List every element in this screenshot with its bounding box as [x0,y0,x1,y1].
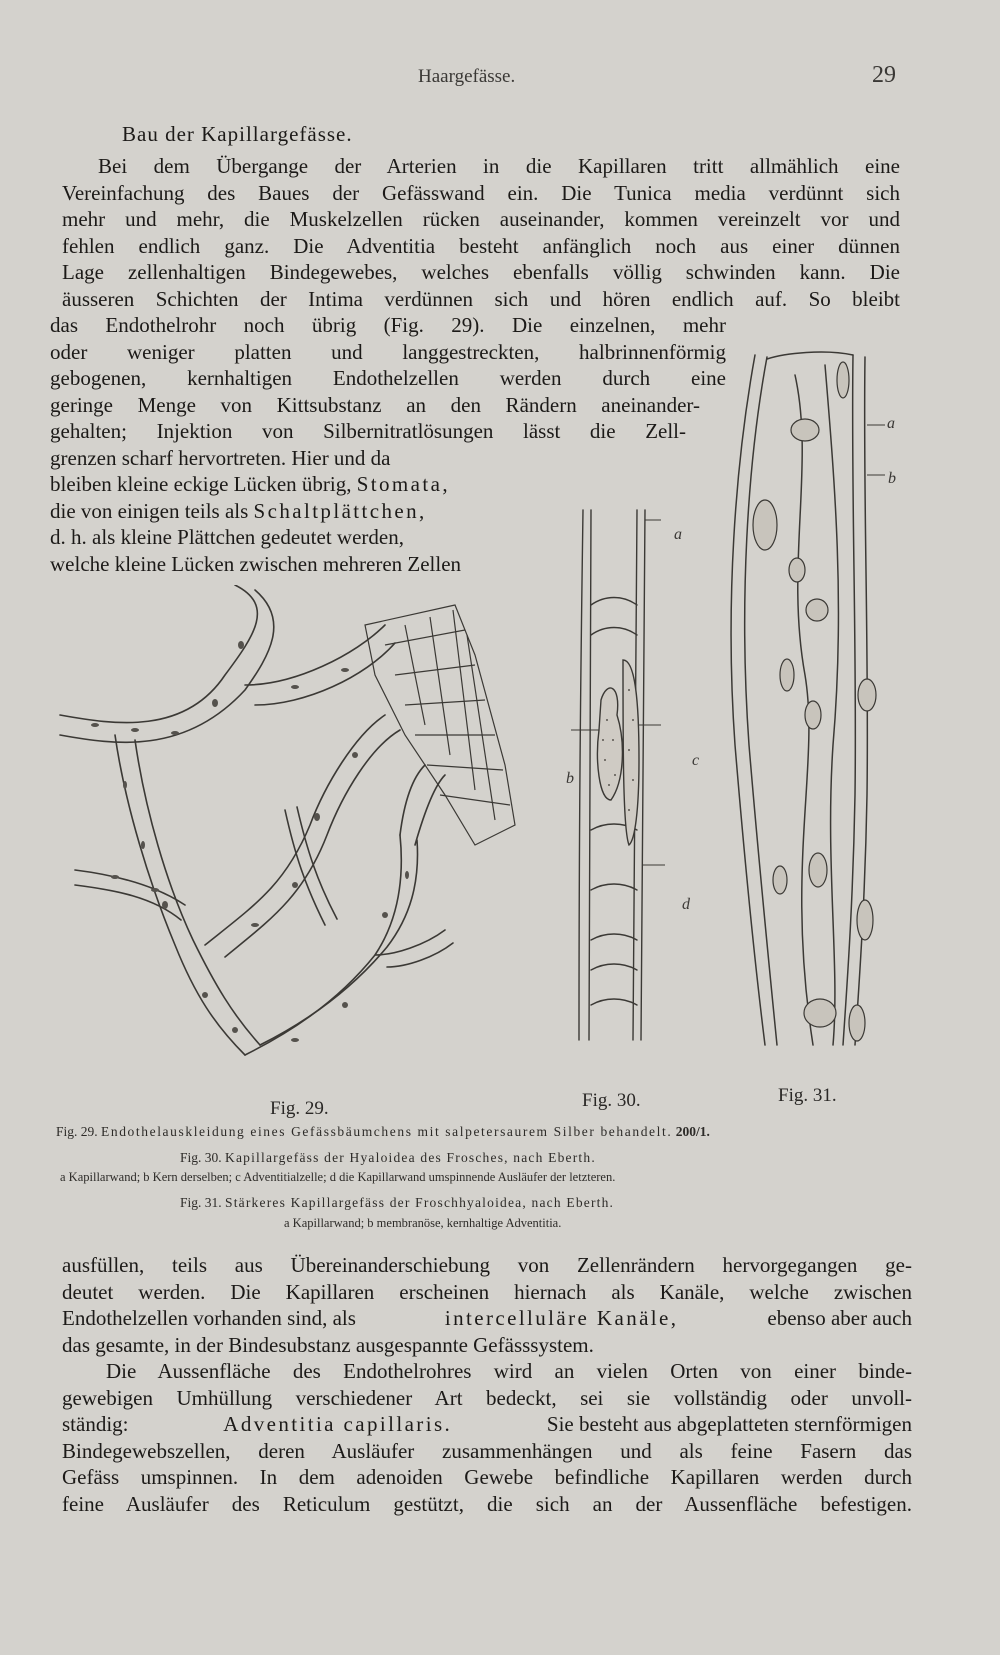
text-line: Bindegewebszellen, deren Ausläufer zusammenhängen und als feine Fasern das [62,1438,912,1463]
caption-fig30 [180,1150,596,1166]
text-line: gehalten; Injektion von Silbernitratlösungen lässt die Zell- [50,419,686,443]
caption-fig29-text: Endothelauskleidung eines Gefässbäumchens mit salpetersaurem Silber behandelt. [101,1124,673,1139]
caption-fig30-legend: a Kapillarwand; b Kern derselben; c Adventitialzelle; d die Kapillarwand umspinnende Ausläufer der letzteren. [60,1170,616,1184]
section-title: Bau der Kapillargefässe. [122,122,353,146]
fig30-letter-c: c [692,752,700,769]
text-line: Die Aussenfläche des Endothelrohres wird an vielen Orten von einer binde- [106,1359,912,1383]
caption-fig31-text: Stärkeres Kapillargefäss der Froschhyaloidea, nach Eberth. [225,1195,615,1210]
text-line: geringe Menge von Kittsubstanz an den Rändern aneinander- [50,392,700,417]
text-line: Vereinfachung des Baues der Gefässwand ein. Die Tunica media verdünnt sich [62,180,900,205]
text-line: Bei dem Übergange der Arterien in die Kapillaren tritt allmählich eine [98,154,900,178]
text-line: mehr und mehr, die Muskelzellen rücken auseinander, kommen vereinzelt vor und [62,207,900,231]
text-line: fehlen endlich ganz. Die Adventitia besteht anfänglich noch aus einer dünnen [62,233,900,258]
paragraph-2 [62,1252,912,1358]
text-line: das Endothelrohr noch übrig (Fig. 29). Die einzelnen, mehr [50,313,726,337]
text-run: d. h. [50,525,87,549]
page-number: 29 [872,62,896,88]
paragraph-3 [62,1358,912,1517]
caption-fig29-magnification: 200/1. [675,1124,710,1139]
fig30-letter-a: a [674,526,682,543]
term-intercellulaere-kanaele: intercelluläre Kanäle, [444,1306,679,1330]
text-line: feine Ausläufer des Reticulum gestützt, die sich an der Aussenfläche befestigen. [62,1491,912,1516]
text-line: ausfüllen, teils aus Übereinanderschiebung von Zellenrändern hervorgegangen ge- [62,1253,912,1277]
text-run: die von einigen teils als [50,498,249,523]
term-adventitia-capillaris: Adventitia capillaris. [223,1412,453,1436]
caption-fig31 [180,1195,614,1211]
fig30-illustration [565,500,675,1045]
text-line: oder weniger platten und langgestreckten, halbrinnenförmig [50,339,726,364]
fig31-letter-b: b [888,470,896,487]
text-line: gewebigen Umhüllung verschiedener Art bedeckt, sei sie vollständig oder unvoll- [62,1385,912,1410]
text-run: als kleine Plättchen gedeutet werden, [92,525,404,549]
fig30-label: Fig. 30. [582,1090,641,1111]
text-line [62,1411,912,1438]
text-line: Gefäss umspinnen. In dem adenoiden Gewebe befindliche Kapillaren werden durch [62,1465,912,1489]
text-run: Sie besteht aus abgeplatteten sternförmigen [546,1412,912,1436]
caption-fig31-legend: a Kapillarwand; b membranöse, kernhaltige Adventitia. [284,1216,562,1230]
text-line: gebogenen, kernhaltigen Endothelzellen werden durch eine [50,366,726,390]
caption-fig30-text: Kapillargefäss der Hyaloidea des Frosches, nach Eberth. [225,1150,596,1165]
text-run: Endothelzellen vorhanden sind, als [62,1306,356,1330]
term-schaltplaettchen: Schaltplättchen, [253,498,427,523]
caption-fig30-number: Fig. 30. [180,1150,222,1165]
fig31-letter-a: a [887,415,895,432]
text-run: bleiben kleine eckige Lücken übrig, [50,472,352,496]
fig29-label: Fig. 29. [270,1098,329,1119]
text-line: grenzen scharf hervortreten. Hier und da [50,445,391,470]
text-line: das gesamte, in der Bindesubstanz ausgespannte Gefässsystem. [62,1332,594,1357]
text-line [62,1305,912,1332]
text-line: äusseren Schichten der Intima verdünnen sich und hören endlich auf. So bleibt [62,286,900,311]
fig31-illustration [725,345,885,1055]
caption-fig31-number: Fig. 31. [180,1195,222,1210]
text-line: welche kleine Lücken zwischen mehreren Zellen [50,551,462,576]
text-line: deutet werden. Die Kapillaren erscheinen hiernach als Kanäle, welche zwischen [62,1279,912,1304]
fig31-label: Fig. 31. [778,1085,837,1106]
caption-fig29-number: Fig. 29. [56,1124,98,1139]
running-title: Haargefässe. [418,66,516,87]
text-run: ständig: [62,1412,129,1436]
text-line: Lage zellenhaltigen Bindegewebes, welches ebenfalls völlig schwinden kann. Die [62,260,900,284]
caption-fig29 [56,1124,710,1140]
term-stomata: Stomata, [356,472,450,496]
text-run: ebenso aber auch [767,1306,912,1330]
fig30-letter-d: d [682,896,690,913]
fig29-illustration [55,585,545,1085]
fig30-letter-b: b [566,770,574,787]
